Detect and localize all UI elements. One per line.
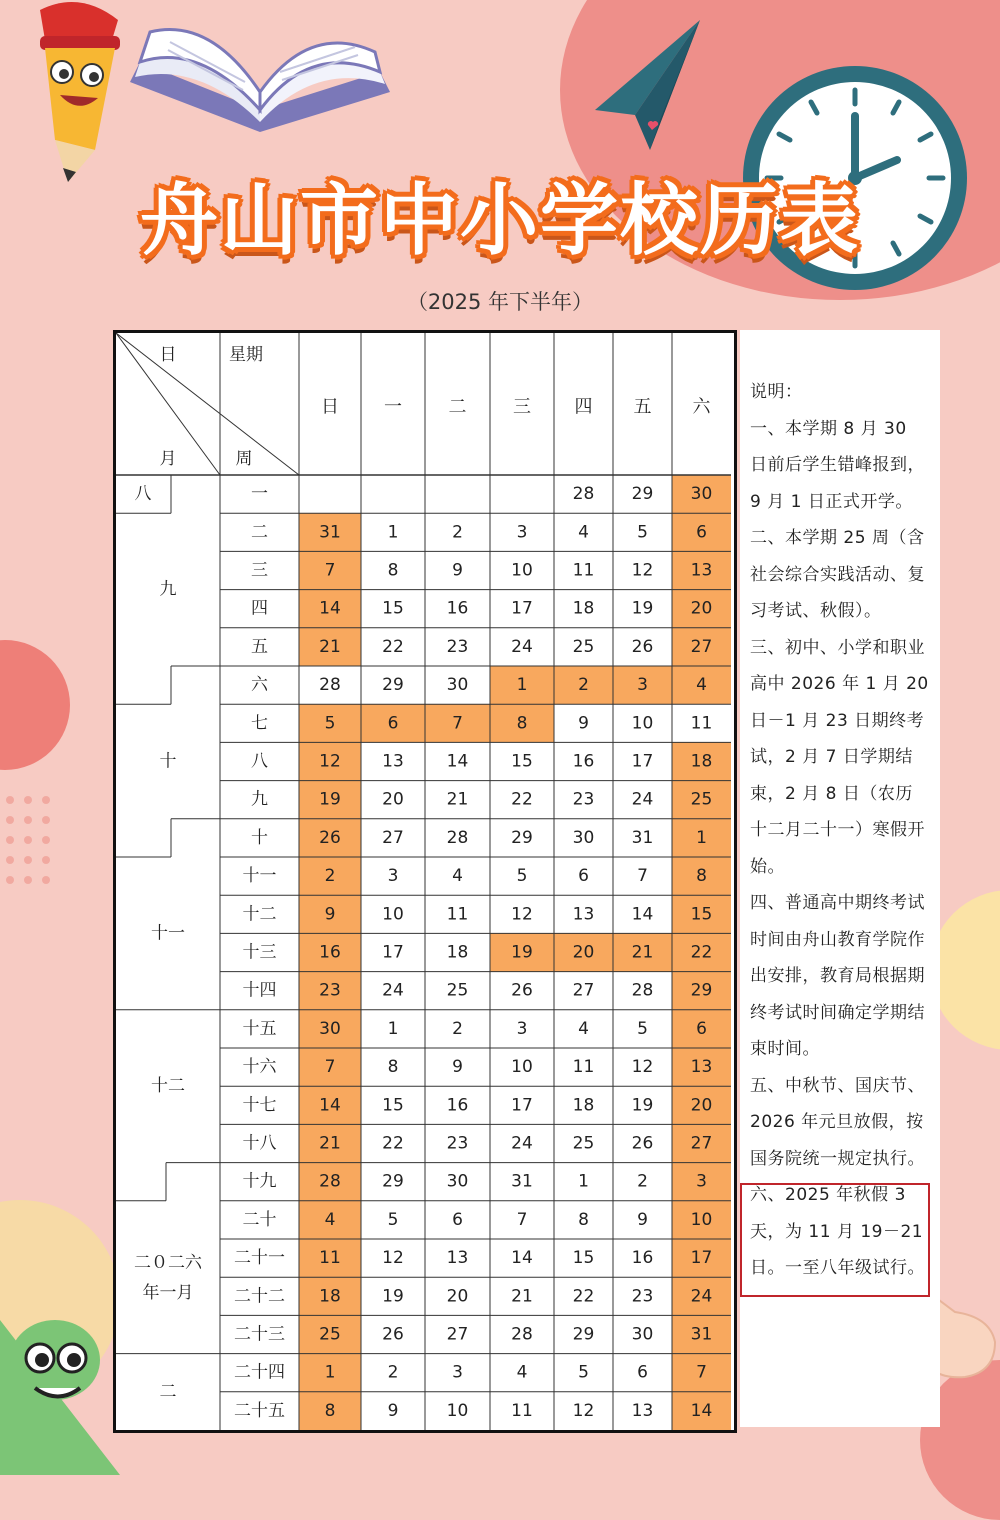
day-number: 25 [446,980,469,1001]
book-icon [110,22,400,152]
month-label: 九 [159,579,177,600]
triangle-mascot-icon [0,1300,130,1475]
header-week-label: 周 [235,449,253,469]
day-number: 30 [690,484,713,505]
week-number: 十六 [242,1057,277,1078]
day-number: 27 [690,1133,713,1154]
month-label: 十二 [151,1076,185,1097]
day-number: 30 [446,675,469,696]
day-number: 23 [319,980,341,1001]
week-number: 一 [251,484,268,505]
day-number: 1 [516,675,528,696]
day-number: 27 [572,980,595,1001]
day-number: 21 [511,1286,533,1307]
day-number: 8 [387,560,399,581]
day-number: 23 [446,636,469,657]
day-number: 4 [452,866,463,887]
weekday-header: 三 [513,396,531,418]
day-number: 10 [511,1057,533,1078]
day-number: 1 [696,827,707,848]
day-number: 23 [631,1286,654,1307]
day-number: 8 [516,713,528,734]
day-number: 25 [690,789,713,810]
day-number: 12 [631,560,654,581]
week-number: 八 [251,751,268,772]
day-number: 9 [324,904,336,925]
month-label: 十 [159,751,177,772]
weekday-header: 五 [633,396,652,418]
day-number: 20 [446,1286,469,1307]
day-number: 4 [578,1018,589,1039]
day-number: 3 [387,866,399,887]
day-number: 22 [572,1286,595,1307]
week-number: 十四 [242,980,277,1001]
day-number: 8 [696,866,707,887]
day-number: 27 [690,636,713,657]
day-number: 28 [319,1171,341,1192]
note-item: 四、普通高中期终考试时间由舟山教育学院作出安排，教育局根据期终考试时间确定学期结束时间。 [750,893,925,1059]
week-number: 二十四 [234,1362,285,1383]
week-number: 六 [251,675,268,696]
day-number: 23 [446,1133,469,1154]
day-number: 22 [382,1133,404,1154]
day-number: 18 [572,1095,595,1116]
day-number: 29 [382,675,404,696]
day-number: 26 [631,1133,654,1154]
day-number: 2 [387,1362,399,1383]
day-number: 5 [387,1209,399,1230]
week-number: 二十三 [234,1324,285,1345]
day-number: 23 [572,789,595,810]
day-number: 31 [511,1171,533,1192]
weekday-header: 四 [574,396,593,418]
day-number: 3 [637,675,648,696]
background-blob-left [0,640,70,770]
day-number: 16 [446,1095,469,1116]
day-number: 13 [572,904,595,925]
day-number: 11 [511,1400,533,1421]
day-number: 7 [324,1057,336,1078]
note-item: 六、2025 年秋假 3 天，为 11 月 19－21 日。一至八年级试行。 [750,1185,925,1278]
week-number: 二十五 [234,1400,285,1421]
note-item: 五、中秋节、国庆节、2026 年元旦放假，按国务院统一规定执行。 [750,1075,925,1169]
day-number: 19 [631,598,654,619]
week-number: 二十二 [234,1286,285,1307]
calendar-grid [116,333,734,1430]
day-number: 15 [572,1248,595,1269]
day-number: 4 [578,522,589,543]
week-number: 十三 [242,942,277,963]
month-label: 二 [159,1381,177,1402]
day-number: 14 [446,751,469,772]
day-number: 7 [324,560,336,581]
day-number: 8 [578,1209,589,1230]
day-number: 28 [446,827,469,848]
day-number: 14 [319,598,341,619]
day-number: 31 [319,522,341,543]
day-number: 26 [382,1324,404,1345]
day-number: 9 [578,713,589,734]
day-number: 28 [319,675,341,696]
day-number: 12 [319,751,341,772]
note-item: 二、本学期 25 周（含社会综合实践活动、复习考试、秋假）。 [750,528,925,621]
day-number: 2 [452,1018,463,1039]
notes-heading: 说明： [750,382,803,402]
day-number: 12 [572,1400,595,1421]
day-number: 12 [511,904,533,925]
day-number: 15 [690,904,713,925]
notes-list [750,374,930,1287]
day-number: 10 [382,904,404,925]
day-number: 2 [637,1171,648,1192]
day-number: 13 [690,560,713,581]
day-number: 21 [631,942,654,963]
day-number: 12 [631,1057,654,1078]
week-number: 三 [251,560,268,581]
week-number: 九 [251,789,268,810]
day-number: 19 [382,1286,404,1307]
day-number: 16 [319,942,341,963]
day-number: 10 [511,560,533,581]
day-number: 21 [319,1133,341,1154]
week-number: 二十 [242,1209,277,1230]
day-number: 8 [387,1057,399,1078]
day-number: 19 [511,942,533,963]
day-number: 15 [382,598,404,619]
day-number: 4 [516,1362,528,1383]
day-number: 11 [572,560,595,581]
week-number: 二 [251,522,268,543]
day-number: 16 [631,1248,654,1269]
header-day-label: 日 [159,345,177,365]
day-number: 6 [578,866,589,887]
day-number: 25 [572,1133,595,1154]
day-number: 9 [452,1057,463,1078]
day-number: 22 [511,789,533,810]
day-number: 8 [324,1400,336,1421]
week-number: 五 [251,636,268,657]
day-number: 5 [516,866,528,887]
day-number: 30 [319,1018,341,1039]
day-number: 17 [690,1248,713,1269]
day-number: 7 [637,866,648,887]
day-number: 1 [387,522,399,543]
background-blob-right [930,890,1000,1050]
day-number: 24 [382,980,404,1001]
day-number: 17 [631,751,654,772]
week-number: 十八 [242,1133,277,1154]
day-number: 2 [452,522,463,543]
weekday-header: 日 [321,396,339,418]
week-number: 十五 [242,1018,277,1039]
day-number: 17 [511,1095,533,1116]
note-item: 三、初中、小学和职业高中 2026 年 1 月 20 日－1 月 23 日期终考试，2 月 7 日学期结束，2 月 8 日（农历十二月二十一）寒假开始。 [750,637,929,877]
day-number: 5 [578,1362,589,1383]
day-number: 24 [631,789,654,810]
day-number: 14 [690,1400,713,1421]
month-label: 十一 [151,923,185,944]
header-month-label: 月 [159,449,177,469]
day-number: 26 [631,636,654,657]
month-label: 八 [134,484,152,505]
day-number: 22 [690,942,713,963]
day-number: 21 [319,636,341,657]
day-number: 6 [637,1362,648,1383]
day-number: 24 [690,1286,713,1307]
week-number: 十九 [242,1171,277,1192]
day-number: 6 [387,713,399,734]
day-number: 17 [382,942,404,963]
day-number: 2 [578,675,589,696]
day-number: 26 [511,980,533,1001]
day-number: 13 [446,1248,469,1269]
day-number: 17 [511,598,533,619]
day-number: 6 [696,522,707,543]
day-number: 15 [382,1095,404,1116]
day-number: 10 [631,713,654,734]
day-number: 25 [319,1324,341,1345]
day-number: 29 [572,1324,595,1345]
week-number: 十二 [242,904,277,925]
day-number: 15 [511,751,533,772]
month-label-line: 二０二六 [134,1253,202,1274]
day-number: 18 [446,942,469,963]
week-number: 四 [251,598,268,619]
day-number: 6 [452,1209,463,1230]
day-number: 10 [690,1209,713,1230]
day-number: 5 [324,713,336,734]
day-number: 16 [446,598,469,619]
day-number: 6 [696,1018,707,1039]
weekday-header: 六 [692,396,711,418]
day-number: 30 [631,1324,654,1345]
month-label-line: 年一月 [142,1283,194,1304]
day-number: 11 [319,1248,341,1269]
day-number: 29 [382,1171,404,1192]
day-number: 18 [319,1286,341,1307]
day-number: 1 [324,1362,336,1383]
week-number: 二十一 [234,1248,285,1269]
day-number: 3 [696,1171,707,1192]
day-number: 20 [572,942,595,963]
school-calendar-table [113,330,737,1433]
page-subtitle: （2025 年下半年） [406,290,594,314]
day-number: 13 [382,751,404,772]
day-number: 11 [446,904,469,925]
day-number: 28 [572,484,595,505]
week-number: 七 [251,713,268,734]
day-number: 20 [382,789,404,810]
day-number: 29 [631,484,654,505]
day-number: 28 [511,1324,533,1345]
day-number: 3 [516,522,528,543]
day-number: 19 [319,789,341,810]
day-number: 22 [382,636,404,657]
day-number: 25 [572,636,595,657]
day-number: 27 [382,827,404,848]
weekday-header: 二 [448,396,467,418]
day-number: 20 [690,598,713,619]
week-number: 十 [251,827,268,848]
day-number: 31 [631,827,654,848]
day-number: 12 [382,1248,404,1269]
day-number: 30 [572,827,595,848]
day-number: 10 [446,1400,469,1421]
day-number: 29 [690,980,713,1001]
day-number: 20 [690,1095,713,1116]
day-number: 29 [511,827,533,848]
day-number: 31 [690,1324,713,1345]
day-number: 3 [516,1018,528,1039]
day-number: 24 [511,1133,533,1154]
day-number: 18 [572,598,595,619]
day-number: 5 [637,1018,648,1039]
day-number: 7 [452,713,463,734]
day-number: 27 [446,1324,469,1345]
day-number: 26 [319,827,341,848]
day-number: 11 [572,1057,595,1078]
day-number: 1 [387,1018,399,1039]
day-number: 7 [696,1362,707,1383]
day-number: 5 [637,522,648,543]
day-number: 30 [446,1171,469,1192]
paper-plane-icon [590,20,710,150]
day-number: 1 [578,1171,589,1192]
note-item: 一、本学期 8 月 30 日前后学生错峰报到，9 月 1 日正式开学。 [750,418,925,512]
autumn-break-note-highlight [740,1183,930,1297]
day-number: 7 [516,1209,528,1230]
day-number: 14 [631,904,654,925]
day-number: 3 [452,1362,463,1383]
day-number: 16 [572,751,595,772]
week-number: 十七 [242,1095,277,1116]
page-title: 舟山市中小学校历表 [139,176,860,266]
day-number: 2 [324,866,336,887]
day-number: 4 [696,675,707,696]
day-number: 13 [690,1057,713,1078]
header-weekday-label: 星期 [229,345,263,365]
day-number: 9 [387,1400,399,1421]
weekday-header: 一 [384,396,402,418]
day-number: 21 [446,789,469,810]
week-number: 十一 [242,866,277,887]
day-number: 4 [324,1209,336,1230]
day-number: 13 [631,1400,654,1421]
day-number: 9 [452,560,463,581]
dot-pattern-decoration [0,790,60,890]
day-number: 11 [690,713,713,734]
day-number: 28 [631,980,654,1001]
day-number: 19 [631,1095,654,1116]
day-number: 14 [511,1248,533,1269]
day-number: 14 [319,1095,341,1116]
day-number: 18 [690,751,713,772]
day-number: 24 [511,636,533,657]
day-number: 9 [637,1209,648,1230]
header-diagonal [116,333,299,475]
